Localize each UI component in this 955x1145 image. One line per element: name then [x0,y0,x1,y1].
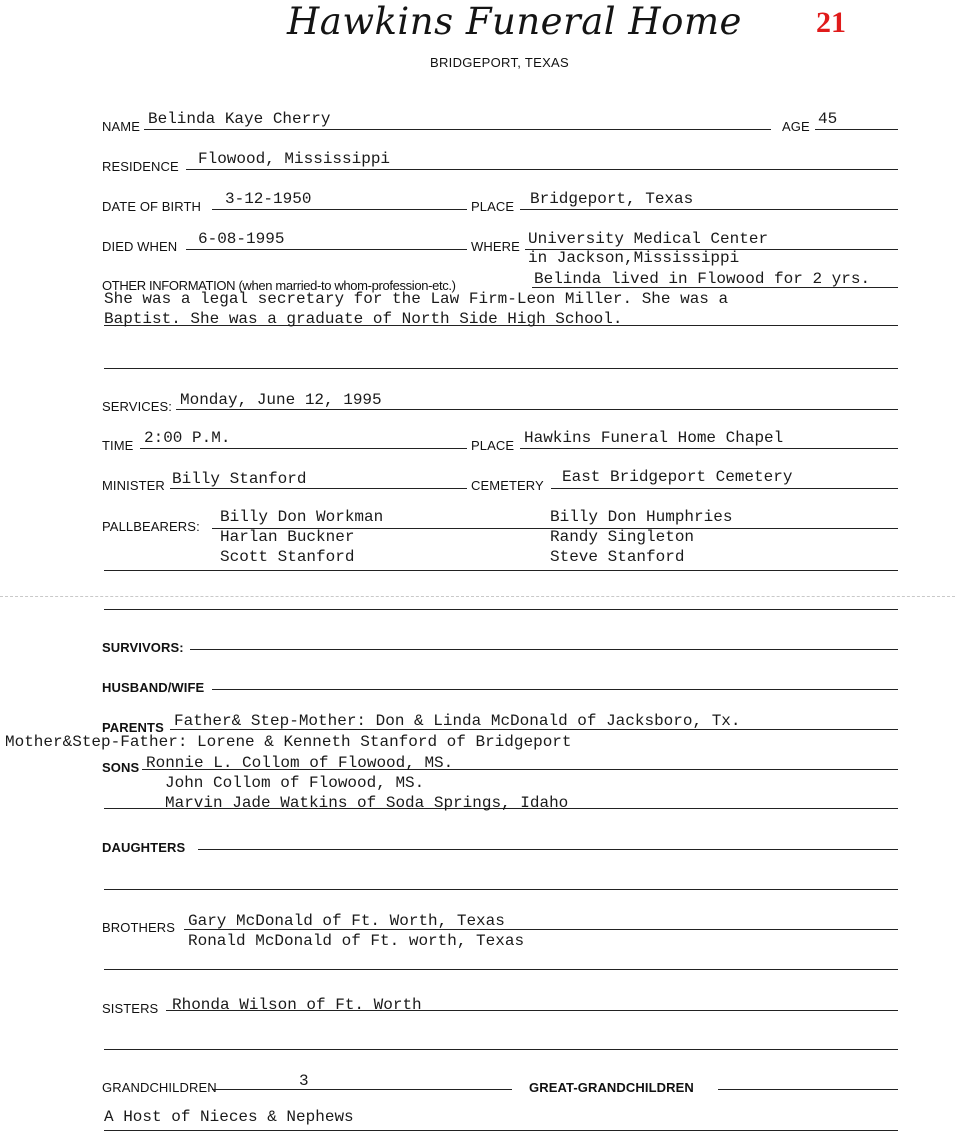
sons-label: SONS [102,760,140,775]
brothers-label: BROTHERS [102,920,176,935]
brother-2: Ronald McDonald of Ft. worth, Texas [188,932,525,950]
time-line [140,448,467,449]
footer-note: A Host of Nieces & Nephews [104,1108,354,1126]
name-label: NAME [102,119,140,134]
parents-value-2: Mother&Step-Father: Lorene & Kenneth Stanford of Bridgeport [5,733,572,751]
name-line [144,129,771,130]
daughters-label: DAUGHTERS [102,840,186,855]
parents-label: PARENTS [102,720,164,735]
sisters-label: SISTERS [102,1001,159,1016]
pallbearers-label: PALLBEARERS: [102,519,200,534]
grandchildren-value: 3 [299,1072,309,1090]
other-info-label: OTHER INFORMATION (when married-to whom-profession-etc.) [102,278,456,293]
birth-place-value: Bridgeport, Texas [530,190,694,208]
died-when-value: 6-08-1995 [198,230,285,248]
age-line [815,129,898,130]
service-place-line [520,448,898,449]
residence-line [186,169,898,170]
other-info-value-3: Baptist. She was a graduate of North Side High School. [104,310,623,328]
husband-wife-line [212,689,898,690]
time-label: TIME [102,438,134,453]
pallbearers-line-3 [104,609,898,610]
grandchildren-label: GRANDCHILDREN [102,1080,217,1095]
cemetery-value: East Bridgeport Cemetery [562,468,793,486]
location-subtitle: BRIDGEPORT, TEXAS [430,55,569,70]
pallbearer-left-1: Billy Don Workman [220,508,384,526]
died-when-line [186,249,467,250]
sisters-value: Rhonda Wilson of Ft. Worth [172,996,422,1014]
sisters-line-2 [104,1049,898,1050]
pallbearer-left-3: Scott Stanford [220,548,355,566]
service-place-value: Hawkins Funeral Home Chapel [524,429,784,447]
died-where-value-1: University Medical Center [528,230,769,248]
daughters-line-2 [104,889,898,890]
services-value: Monday, June 12, 1995 [180,391,382,409]
pallbearer-right-3: Steve Stanford [550,548,685,566]
great-grandchildren-label: GREAT-GRANDCHILDREN [529,1080,694,1095]
grandchildren-line [212,1089,512,1090]
birth-place-label: PLACE [471,199,515,214]
other-info-line-3 [104,368,898,369]
other-info-value-1: Belinda lived in Flowood for 2 yrs. [534,270,871,288]
great-grandchildren-line [718,1089,898,1090]
pallbearer-right-2: Randy Singleton [550,528,695,546]
survivors-label: SURVIVORS: [102,640,184,655]
cemetery-line [551,488,898,489]
son-1: Ronnie L. Collom of Flowood, MS. [146,754,454,772]
died-where-value-2: in Jackson,Mississippi [528,249,740,267]
date-of-birth-label: DATE OF BIRTH [102,199,202,214]
funeral-home-title: Hawkins Funeral Home [287,0,742,43]
died-when-label: DIED WHEN [102,239,178,254]
name-value: Belinda Kaye Cherry [148,110,331,128]
footer-line [104,1130,898,1131]
age-value: 45 [818,110,838,128]
pallbearer-left-2: Harlan Buckner [220,528,355,546]
minister-value: Billy Stanford [172,470,307,488]
son-3: Marvin Jade Watkins of Soda Springs, Idaho [165,794,569,812]
services-label: SERVICES: [102,399,173,414]
minister-label: MINISTER [102,478,165,493]
service-place-label: PLACE [471,438,515,453]
son-2: John Collom of Flowood, MS. [165,774,425,792]
minister-line [170,488,467,489]
died-where-label: WHERE [471,239,520,254]
page-number: 21 [816,6,846,39]
brothers-line-2 [104,969,898,970]
residence-label: RESIDENCE [102,159,179,174]
residence-value: Flowood, Mississippi [198,150,391,168]
page-fold-line [0,596,955,597]
survivors-line [190,649,898,650]
cemetery-label: CEMETERY [471,478,544,493]
pallbearers-line-2 [104,570,898,571]
daughters-line-1 [198,849,898,850]
pallbearer-right-1: Billy Don Humphries [550,508,733,526]
services-line [176,409,898,410]
brother-1: Gary McDonald of Ft. Worth, Texas [188,912,505,930]
age-label: AGE [782,119,810,134]
birth-place-line [520,209,898,210]
other-info-value-2: She was a legal secretary for the Law Firm-Leon Miller. She was a [104,290,729,308]
parents-value-1: Father& Step-Mother: Don & Linda McDonald of Jacksboro, Tx. [174,712,741,730]
date-of-birth-line [212,209,467,210]
date-of-birth-value: 3-12-1950 [225,190,312,208]
time-value: 2:00 P.M. [144,429,231,447]
husband-wife-label: HUSBAND/WIFE [102,680,205,695]
